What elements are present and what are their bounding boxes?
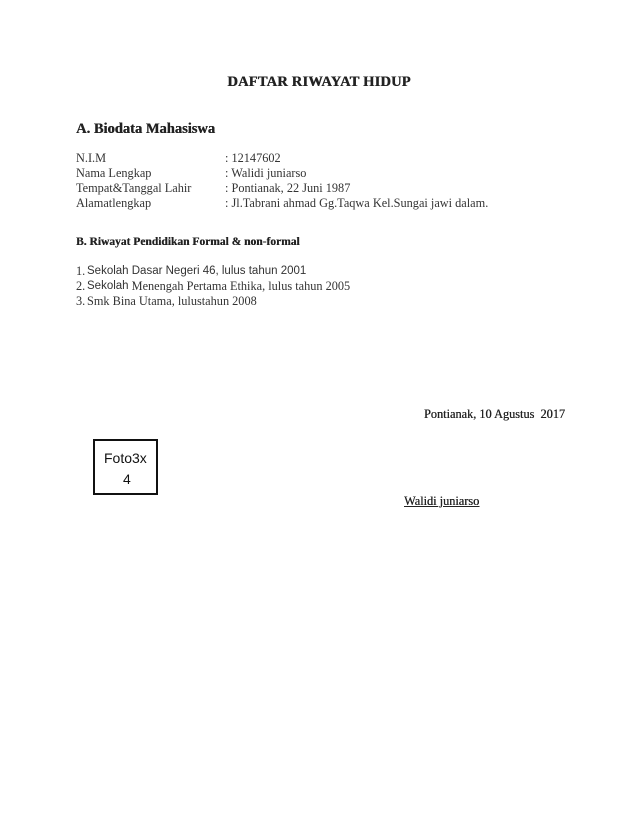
list-item [76, 294, 350, 309]
section-a-heading: A. Biodata Mahasiswa [76, 121, 215, 137]
list-number: 3. [76, 294, 86, 308]
education-list [76, 264, 350, 309]
list-number: 2. [76, 279, 86, 293]
biodata-value: : 12147602 [225, 151, 281, 165]
biodata-value: : Walidi juniarso [225, 166, 307, 180]
list-item [76, 279, 350, 294]
list-item [76, 264, 350, 279]
photo-label-line1: Foto3x [104, 450, 147, 466]
photo-placeholder [93, 439, 158, 495]
biodata-label: N.I.M [76, 151, 107, 165]
biodata-label: Alamatlengkap [76, 196, 152, 210]
biodata-row-nim [76, 151, 488, 166]
biodata-value: : Pontianak, 22 Juni 1987 [225, 181, 351, 195]
list-text-sans: Sekolah [87, 280, 129, 292]
place-date: Pontianak, 10 Agustus 2017 [423, 407, 565, 421]
document-title: DAFTAR RIWAYAT HIDUP [227, 74, 411, 90]
biodata-label: Tempat&Tanggal Lahir [76, 181, 192, 195]
section-b-heading: B. Riwayat Pendidikan Formal & non-formal [76, 236, 300, 248]
photo-label-line2: 4 [123, 471, 131, 487]
list-text: Sekolah Dasar Negeri 46, lulus tahun 2001 [87, 265, 307, 277]
biodata-row-address [76, 196, 488, 211]
biodata-row-birth [76, 181, 488, 196]
biodata-label: Nama Lengkap [76, 166, 152, 180]
list-text: Menengah Pertama Ethika, lulus tahun 2005 [128, 279, 351, 293]
biodata-row-name [76, 166, 488, 181]
signature-name: Walidi juniarso [404, 494, 480, 508]
biodata-table [76, 151, 488, 211]
list-number: 1. [76, 264, 86, 278]
list-text: Smk Bina Utama, lulustahun 2008 [87, 294, 257, 308]
biodata-value: : Jl.Tabrani ahmad Gg.Taqwa Kel.Sungai jawi dalam. [225, 196, 489, 210]
